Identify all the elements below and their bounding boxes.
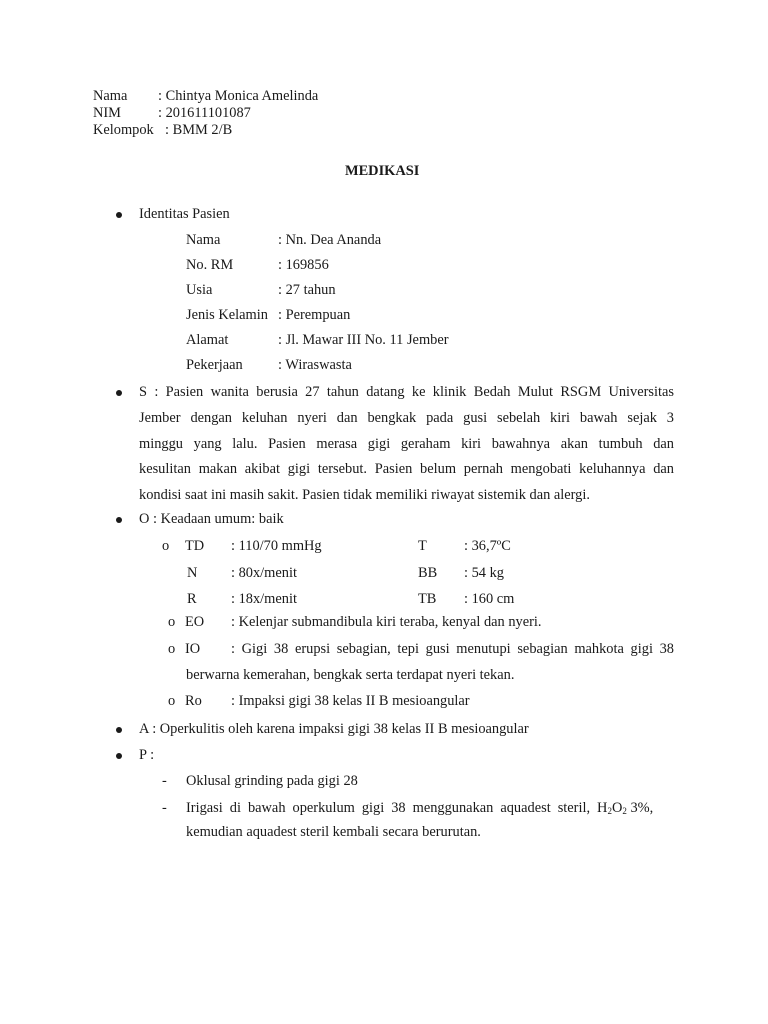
objective-heading: O : Keadaan umum: baik bbox=[139, 511, 284, 527]
vital-value: : 80x/menit bbox=[231, 565, 297, 581]
vital-label: N bbox=[187, 565, 198, 581]
subscript: 2 bbox=[622, 806, 627, 816]
vital-label: R bbox=[187, 591, 197, 607]
subjective-line: Jember dengan keluhan nyeri dan bengkak pada gusi sebelah kiri bawah sejak 3 bbox=[139, 410, 674, 426]
assessment-text: A : Operkulitis oleh karena impaksi gigi 38 kelas II B mesioangular bbox=[139, 721, 529, 737]
vital-label: T bbox=[418, 538, 427, 554]
io-label: IO bbox=[185, 641, 201, 657]
plan-item-2-text: Irigasi di bawah operkulum gigi 38 menggunakan aquadest steril, H bbox=[186, 800, 608, 816]
subscript: 2 bbox=[607, 806, 612, 816]
identitas-value: : Wiraswasta bbox=[278, 357, 352, 373]
identitas-value: : 169856 bbox=[278, 257, 329, 273]
eo-label: EO bbox=[185, 614, 205, 630]
identitas-label: Nama bbox=[186, 232, 221, 248]
subjective-line: kondisi saat ini masih sakit. Pasien tidak memiliki riwayat sistemik dan alergi. bbox=[139, 487, 590, 503]
bullet-objective bbox=[116, 517, 122, 523]
bullet-subjective bbox=[116, 390, 122, 396]
plan-dash: - bbox=[162, 773, 167, 789]
vital-value: : 18x/menit bbox=[231, 591, 297, 607]
io-value-line1: : Gigi 38 erupsi sebagian, tepi gusi menutupi sebagian mahkota gigi 38 bbox=[231, 641, 674, 657]
vital-label: TD bbox=[185, 538, 205, 554]
identitas-value: : Jl. Mawar III No. 11 Jember bbox=[278, 332, 449, 348]
vital-value: : 110/70 mmHg bbox=[231, 538, 322, 554]
header-nim-label: NIM bbox=[93, 105, 121, 121]
identitas-label: Pekerjaan bbox=[186, 357, 243, 373]
identitas-value: : 27 tahun bbox=[278, 282, 336, 298]
header-kelompok-label: Kelompok bbox=[93, 122, 154, 138]
header-nama-label: Nama bbox=[93, 88, 128, 104]
vital-value: : 160 cm bbox=[464, 591, 515, 607]
sub-bullet-marker: o bbox=[168, 693, 176, 709]
vital-label: BB bbox=[418, 565, 438, 581]
plan-item-2-text: 3%, bbox=[626, 800, 654, 816]
identitas-label: Jenis Kelamin bbox=[186, 307, 268, 323]
ro-label: Ro bbox=[185, 693, 202, 709]
sub-bullet-marker: o bbox=[168, 614, 176, 630]
vital-value: : 54 kg bbox=[464, 565, 504, 581]
eo-value: : Kelenjar submandibula kiri teraba, kenyal dan nyeri. bbox=[231, 614, 542, 630]
ro-value: : Impaksi gigi 38 kelas II B mesioangular bbox=[231, 693, 470, 709]
io-value-line2: berwarna kemerahan, bengkak serta terdapat nyeri tekan. bbox=[186, 667, 515, 683]
subjective-line: kesulitan makan akibat gigi tersebut. Pasien belum pernah mengobati keluhannya dan bbox=[139, 461, 674, 477]
plan-item-1: Oklusal grinding pada gigi 28 bbox=[186, 773, 358, 789]
plan-item-2-line1 bbox=[186, 800, 674, 817]
plan-item-2-text: O bbox=[611, 800, 623, 816]
identitas-value: : Perempuan bbox=[278, 307, 351, 323]
identitas-label: Alamat bbox=[186, 332, 229, 348]
plan-heading: P : bbox=[139, 747, 155, 763]
subjective-line: minggu yang lalu. Pasien merasa gigi geraham kiri bawahnya akan tumbuh dan bbox=[139, 436, 674, 452]
plan-dash: - bbox=[162, 800, 167, 816]
header-kelompok-value: : BMM 2/B bbox=[165, 122, 233, 138]
vital-label: TB bbox=[418, 591, 437, 607]
page-title: MEDIKASI bbox=[345, 163, 420, 179]
bullet-identitas bbox=[116, 212, 122, 218]
sub-bullet-marker: o bbox=[162, 538, 170, 554]
plan-item-2-line2: kemudian aquadest steril kembali secara berurutan. bbox=[186, 824, 481, 840]
identitas-value: : Nn. Dea Ananda bbox=[278, 232, 382, 248]
identitas-heading: Identitas Pasien bbox=[139, 206, 230, 222]
vital-value: : 36,7ºC bbox=[464, 538, 511, 554]
bullet-plan bbox=[116, 753, 122, 759]
identitas-label: Usia bbox=[186, 282, 213, 298]
subjective-line: S : Pasien wanita berusia 27 tahun datang ke klinik Bedah Mulut RSGM Universitas bbox=[139, 384, 674, 400]
sub-bullet-marker: o bbox=[168, 641, 176, 657]
identitas-label: No. RM bbox=[186, 257, 234, 273]
header-nama-value: : Chintya Monica Amelinda bbox=[158, 88, 319, 104]
header-nim-value: : 201611101087 bbox=[158, 105, 251, 121]
bullet-assessment bbox=[116, 727, 122, 733]
